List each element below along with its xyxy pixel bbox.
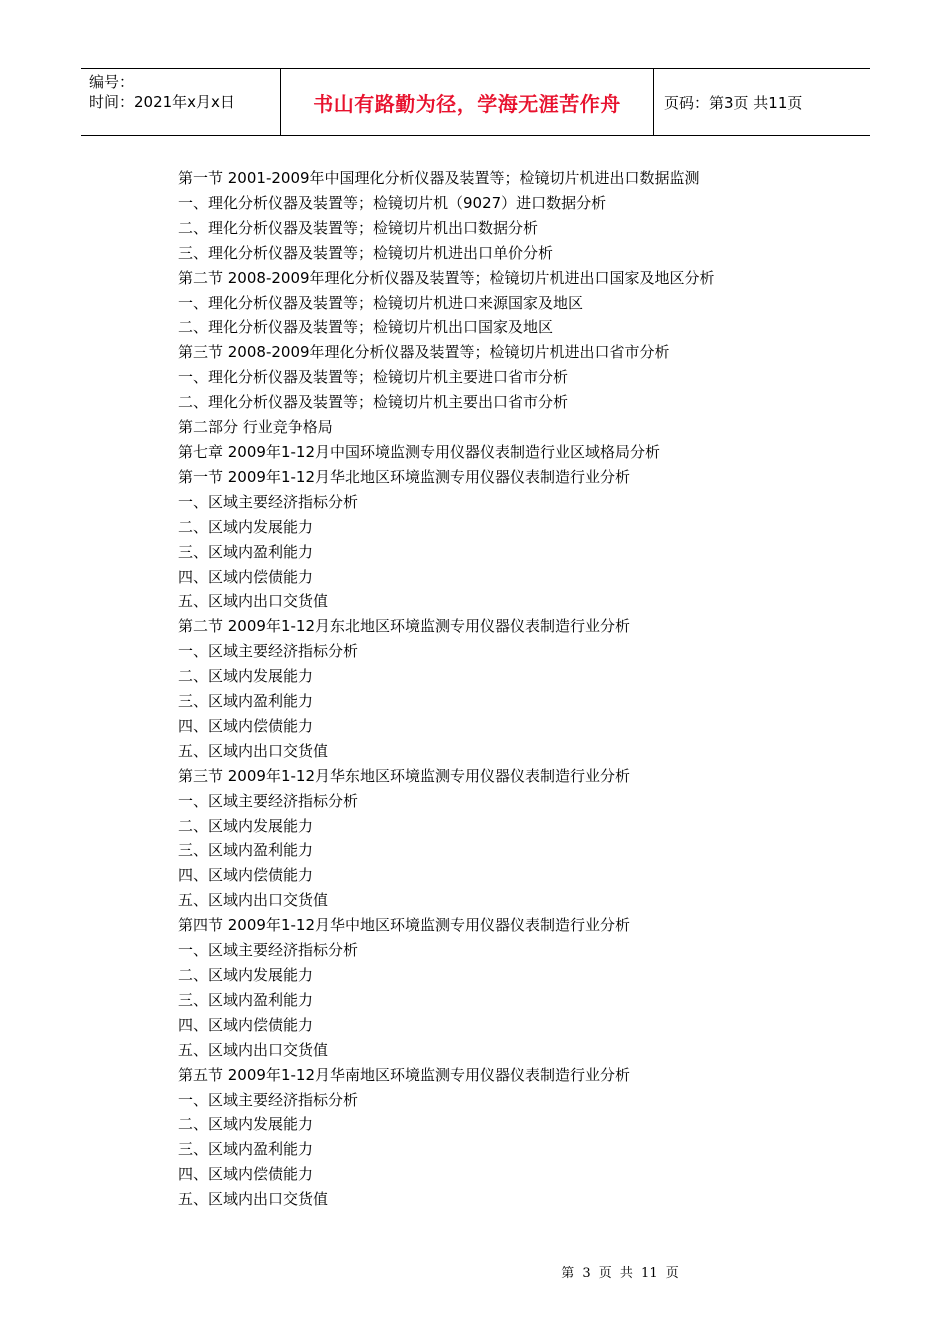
table-of-contents [178,166,715,1212]
toc-entry: 五、区域内出口交货值 [178,1190,329,1209]
toc-entry: 四、区域内偿债能力 [178,716,314,735]
page-header [81,68,870,136]
toc-entry: 二、理化分析仪器及装置等；检镜切片机出口数据分析 [178,218,539,237]
toc-entry: 一、区域主要经济指标分析 [178,791,359,810]
toc-entry: 第七章 2009年1-12月中国环境监测专用仪器仪表制造行业区域格局分析 [178,442,660,461]
toc-entry: 四、区域内偿债能力 [178,866,314,885]
toc-entry: 第四节 2009年1-12月华中地区环境监测专用仪器仪表制造行业分析 [178,916,630,935]
document-time-label: 时间：2021年x月x日 [89,93,235,111]
toc-entry: 三、区域内盈利能力 [178,692,314,711]
toc-entry: 三、区域内盈利能力 [178,841,314,860]
toc-entry: 二、区域内发展能力 [178,667,314,686]
toc-entry: 第二部分 行业竞争格局 [178,418,333,437]
document-number-label: 编号： [89,73,135,91]
toc-entry: 二、理化分析仪器及装置等；检镜切片机出口国家及地区 [178,318,554,337]
toc-entry: 一、区域主要经济指标分析 [178,492,359,511]
header-meta [81,69,281,135]
toc-entry: 一、理化分析仪器及装置等；检镜切片机（9027）进口数据分析 [178,193,607,212]
toc-entry: 三、区域内盈利能力 [178,542,314,561]
toc-entry: 四、区域内偿债能力 [178,567,314,586]
toc-entry: 五、区域内出口交货值 [178,1040,329,1059]
toc-entry: 第二节 2008-2009年理化分析仪器及装置等；检镜切片机进出口国家及地区分析 [178,268,715,287]
page-footer: 第 3 页 共 11 页 [561,1266,679,1281]
toc-entry: 五、区域内出口交货值 [178,741,329,760]
toc-entry: 第三节 2008-2009年理化分析仪器及装置等；检镜切片机进出口省市分析 [178,343,670,362]
toc-entry: 四、区域内偿债能力 [178,1015,314,1034]
toc-entry: 五、区域内出口交货值 [178,891,329,910]
toc-entry: 一、区域主要经济指标分析 [178,642,359,661]
toc-entry: 第五节 2009年1-12月华南地区环境监测专用仪器仪表制造行业分析 [178,1065,630,1084]
toc-entry: 二、区域内发展能力 [178,517,314,536]
header-page-info: 页码：第3页 共11页 [664,93,803,112]
header-motto: 书山有路勤为径，学海无涯苦作舟 [281,69,654,135]
toc-entry: 一、理化分析仪器及装置等；检镜切片机进口来源国家及地区 [178,293,584,312]
toc-entry: 五、区域内出口交货值 [178,592,329,611]
toc-entry: 第二节 2009年1-12月东北地区环境监测专用仪器仪表制造行业分析 [178,617,630,636]
toc-entry: 二、区域内发展能力 [178,966,314,984]
toc-entry: 第三节 2009年1-12月华东地区环境监测专用仪器仪表制造行业分析 [178,766,630,785]
toc-entry: 一、区域主要经济指标分析 [178,941,359,960]
toc-entry: 二、理化分析仪器及装置等；检镜切片机主要出口省市分析 [178,393,569,412]
toc-entry: 第一节 2009年1-12月华北地区环境监测专用仪器仪表制造行业分析 [178,467,630,486]
toc-entry: 三、理化分析仪器及装置等；检镜切片机进出口单价分析 [178,243,554,262]
toc-entry: 三、区域内盈利能力 [178,1140,314,1159]
toc-entry: 二、区域内发展能力 [178,1115,314,1134]
toc-entry: 第一节 2001-2009年中国理化分析仪器及装置等；检镜切片机进出口数据监测 [178,169,700,187]
toc-entry: 一、理化分析仪器及装置等；检镜切片机主要进口省市分析 [178,368,569,387]
toc-entry: 二、区域内发展能力 [178,816,314,835]
toc-entry: 一、区域主要经济指标分析 [178,1090,359,1109]
toc-entry: 四、区域内偿债能力 [178,1165,314,1184]
toc-entry: 三、区域内盈利能力 [178,990,314,1009]
